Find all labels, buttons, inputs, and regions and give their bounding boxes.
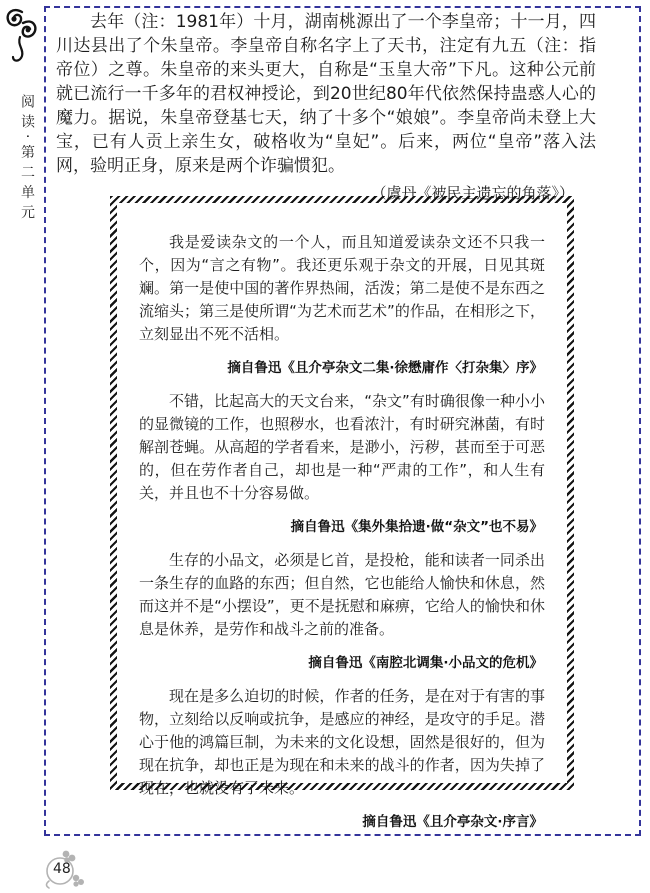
quote-source-4: 摘自鲁迅《且介亭杂文·序言》 [362,814,543,830]
intro-section [56,10,596,203]
quote-box [110,196,574,830]
sidebar-unit-label: 阅读·第二单元 [19,94,35,225]
quote-text-3: 生存的小品文，必须是匕首，是投枪，能和读者一同杀出一条生存的血路的东西；但自然，它也能给人愉快和休息，然而这并不是“小摆设”，更不是抚慰和麻痹，它给人的愉快和休息是休养，是劳作和战斗之前的准备。 [139,551,545,638]
quote-text-4: 现在是多么迫切的时候，作者的任务，是在对于有害的事物，立刻给以反响或抗争，是感应的神经，是攻守的手足。潜心于他的鸿篇巨制，为未来的文化设想，固然是很好的，但为现在抗争，却也正是为现在和未来的战斗的作者，因为失掉了现在，也就没有了未来。 [139,687,545,797]
page-number: 48 [53,861,71,877]
quote-text-2: 不错，比起高大的天文台来，“杂文”有时确很像一种小小的显微镜的工作，也照秽水，也看浓汁，有时研究淋菌，有时解剖苍蝇。从高超的学者看来，是渺小，污秽，甚而至于可恶的，但在劳作者自己，却也是一种“严肃的工作”，和人生有关，并且也不十分容易做。 [139,392,545,502]
intro-paragraph: 去年（注：1981年）十月，湖南桃源出了一个李皇帝；十一月，四川达县出了个朱皇帝。李皇帝自称名字上了天书，注定有九五（注：指帝位）之尊。朱皇帝的来头更大，自称是“玉皇大帝”下凡。这种公元前就已流行一千多年的君权神授论，到20世纪80年代依然保持蛊惑人心的魔力。据说，朱皇帝登基七天，纳了十多个“娘娘”。李皇帝尚未登上大宝，已有人贡上亲生女，破格收为“皇妃”。后来，两位“皇帝”落入法网，验明正身，原来是两个诈骗惯犯。 [56,12,596,176]
page-number-area [40,848,86,890]
quote-source-3: 摘自鲁迅《南腔北调集·小品文的危机》 [308,655,543,671]
quote-source-2: 摘自鲁迅《集外集拾遗·做“杂文”也不易》 [290,519,543,535]
quote-source-1: 摘自鲁迅《且介亭杂文二集·徐懋庸作〈打杂集〉序》 [227,360,543,376]
quote-text-1: 我是爱读杂文的一个人，而且知道爱读杂文还不只我一个，因为“言之有物”。我还更乐观于杂文的开展，日见其斑斓。第一是使中国的著作界热闹，活泼；第二是使不是东西之流缩头；第三是使所谓“为艺术而艺术”的作品，在相形之下，立刻显出不死不活相。 [139,233,545,343]
intro-attribution: （虞丹《被民主遗忘的角落》） [371,184,574,202]
floral-ornament-icon [3,6,41,72]
